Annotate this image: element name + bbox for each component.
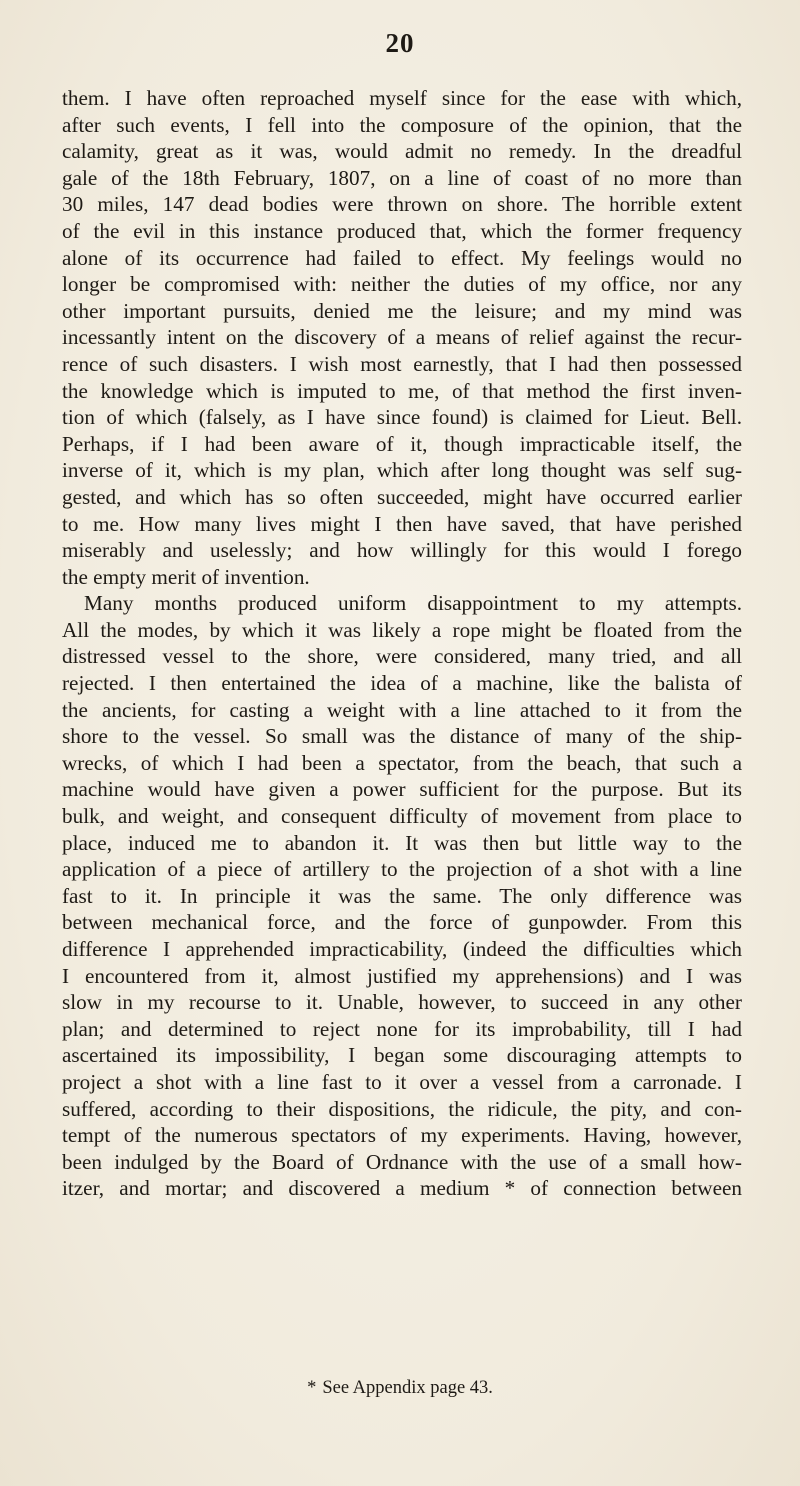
text-line: to me. How many lives might I then have saved, that have perished bbox=[62, 511, 742, 536]
text-line: place, induced me to abandon it. It was then but little way to the bbox=[62, 830, 742, 855]
page-number: 20 bbox=[385, 28, 415, 58]
text-line: distressed vessel to the shore, were considered, many tried, and all bbox=[62, 644, 742, 669]
text-line: project a shot with a line fast to it over a vessel from a carronade. I bbox=[62, 1069, 742, 1094]
text-line: Perhaps, if I had been aware of it, though impracticable itself, the bbox=[62, 431, 742, 456]
text-line: fast to it. In principle it was the same. The only difference was bbox=[62, 883, 742, 908]
text-line: 30 miles, 147 dead bodies were thrown on shore. The horrible extent bbox=[62, 192, 742, 217]
text-line: tion of which (falsely, as I have since found) is claimed for Lieut. Bell. bbox=[62, 405, 742, 430]
text-line: of the evil in this instance produced that, which the former frequency bbox=[62, 218, 742, 243]
text-line: been indulged by the Board of Ordnance with the use of a small how- bbox=[62, 1149, 742, 1174]
text-line: calamity, great as it was, would admit no remedy. In the dreadful bbox=[62, 139, 742, 164]
text-line: them. I have often reproached myself since for the ease with which, bbox=[62, 86, 742, 110]
text-line: alone of its occurrence had failed to effect. My feelings would no bbox=[62, 245, 742, 270]
text-line: rence of such disasters. I wish most earnestly, that I had then possessed bbox=[62, 351, 742, 376]
text-line: suffered, according to their dispositions, the ridicule, the pity, and con- bbox=[62, 1096, 742, 1121]
text-line: slow in my recourse to it. Unable, however, to succeed in any other bbox=[62, 990, 742, 1015]
text-line: the empty merit of invention. bbox=[62, 564, 310, 589]
text-line: plan; and determined to reject none for its improbability, till I had bbox=[62, 1016, 742, 1041]
text-line: longer be compromised with: neither the duties of my office, nor any bbox=[62, 272, 742, 297]
text-line: tempt of the numerous spectators of my experiments. Having, however, bbox=[62, 1123, 742, 1148]
text-line: machine would have given a power sufficient for the purpose. But its bbox=[62, 777, 742, 802]
text-line: bulk, and weight, and consequent difficulty of movement from place to bbox=[62, 804, 742, 829]
text-line: ascertained its impossibility, I began some discouraging attempts to bbox=[62, 1043, 742, 1068]
text-line: itzer, and mortar; and discovered a medium * of connection between bbox=[62, 1176, 742, 1201]
text-line: I encountered from it, almost justified my apprehensions) and I was bbox=[62, 963, 742, 988]
text-line: inverse of it, which is my plan, which after long thought was self sug- bbox=[62, 458, 742, 483]
text-line: Many months produced uniform disappointment to my attempts. bbox=[84, 591, 742, 616]
footnote-mark: * bbox=[307, 1378, 317, 1398]
text-line: difference I apprehended impracticability, (indeed the difficulties which bbox=[62, 937, 742, 961]
body-text bbox=[62, 85, 742, 1202]
text-line: the ancients, for casting a weight with a line attached to it from the bbox=[62, 697, 742, 722]
text-line: All the modes, by which it was likely a rope might be floated from the bbox=[62, 617, 742, 642]
footnote bbox=[0, 1378, 800, 1399]
paragraph bbox=[62, 85, 742, 590]
text-line: wrecks, of which I had been a spectator, from the beach, that such a bbox=[62, 750, 742, 775]
text-line: gested, and which has so often succeeded, might have occurred earlier bbox=[62, 484, 742, 509]
text-line: miserably and uselessly; and how willingly for this would I forego bbox=[62, 538, 742, 563]
text-line: after such events, I fell into the composure of the opinion, that the bbox=[62, 112, 742, 137]
text-line: the knowledge which is imputed to me, of that method the first inven- bbox=[62, 378, 742, 403]
text-line: other important pursuits, denied me the leisure; and my mind was bbox=[62, 298, 742, 323]
text-line: rejected. I then entertained the idea of a machine, like the balista of bbox=[62, 671, 742, 696]
text-line: gale of the 18th February, 1807, on a line of coast of no more than bbox=[62, 165, 742, 190]
paragraph bbox=[62, 590, 742, 1202]
text-line: incessantly intent on the discovery of a means of relief against the recur- bbox=[62, 325, 742, 350]
text-line: shore to the vessel. So small was the distance of many of the ship- bbox=[62, 724, 742, 749]
footnote-text: See Appendix page 43. bbox=[322, 1378, 493, 1398]
text-line: between mechanical force, and the force of gunpowder. From this bbox=[62, 910, 742, 935]
text-line: application of a piece of artillery to the projection of a shot with a line bbox=[62, 857, 742, 882]
